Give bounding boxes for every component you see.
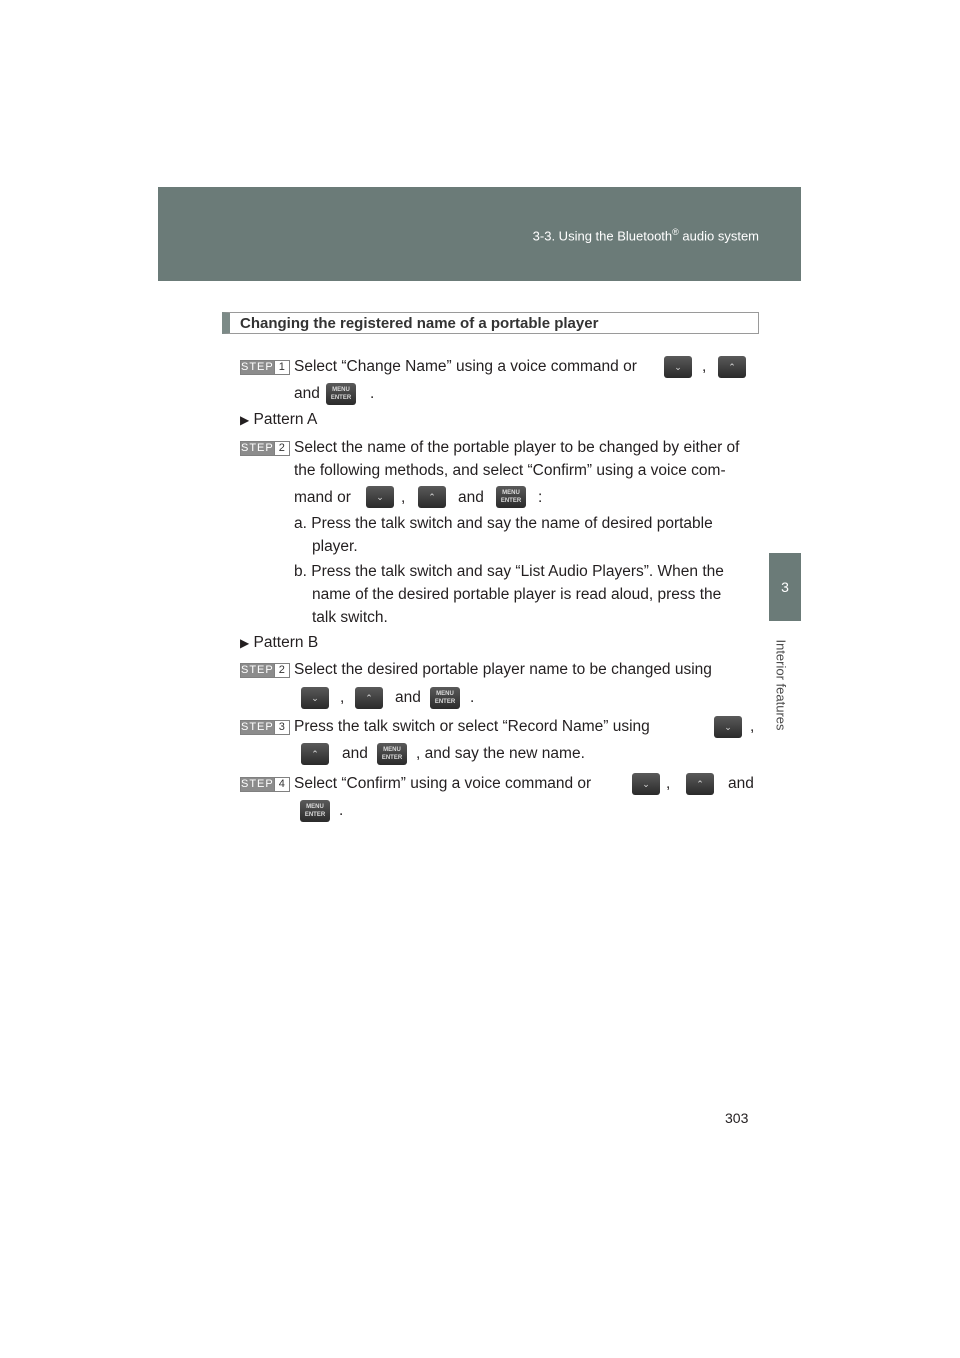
step-badge-4: STEP 4 <box>240 777 290 792</box>
step-badge-2b: STEP 2 <box>240 663 290 678</box>
step-2a-line-3: mand or <box>294 489 351 506</box>
step-badge-1: STEP 1 <box>240 360 290 375</box>
page-number: 303 <box>725 1110 749 1126</box>
menu-enter-icon: MENU ENTER <box>300 800 330 822</box>
chevron-down-icon: ⌄ <box>714 716 742 738</box>
method-a-line-2: player. <box>312 538 358 555</box>
pattern-a-heading: ▶ Pattern A <box>240 411 318 428</box>
chevron-down-icon: ⌄ <box>632 773 660 795</box>
step-2a-line-2: the following methods, and select “Confirm” using a voice com- <box>294 462 726 479</box>
section-heading: Changing the registered name of a portable player <box>222 312 759 334</box>
chapter-number-tab: 3 <box>769 553 801 621</box>
step-4-line-1: Select “Confirm” using a voice command or <box>294 775 592 792</box>
step-2a-line-1: Select the name of the portable player to be changed by either of <box>294 439 740 456</box>
method-b-line-3: talk switch. <box>312 609 388 626</box>
chevron-up-icon: ⌃ <box>418 486 446 508</box>
method-a-line-1: a. Press the talk switch and say the name of desired portable <box>294 515 713 532</box>
step-1-text: Select “Change Name” using a voice command or <box>294 358 637 375</box>
method-b-line-2: name of the desired portable player is read aloud, press the <box>312 586 722 603</box>
chapter-title: 3-3. Using the Bluetooth® audio system <box>532 227 759 244</box>
step-3-line-1: Press the talk switch or select “Record Name” using <box>294 718 650 735</box>
menu-enter-icon: MENU ENTER <box>377 743 407 765</box>
chevron-down-icon: ⌄ <box>366 486 394 508</box>
chevron-down-icon: ⌄ <box>301 687 329 709</box>
chevron-up-icon: ⌃ <box>355 687 383 709</box>
chevron-up-icon: ⌃ <box>718 356 746 378</box>
triangle-right-icon: ▶ <box>240 413 250 427</box>
chevron-up-icon: ⌃ <box>301 743 329 765</box>
method-b-line-1: b. Press the talk switch and say “List Audio Players”. When the <box>294 563 724 580</box>
menu-enter-icon: MENU ENTER <box>430 687 460 709</box>
pattern-b-heading: ▶ Pattern B <box>240 634 319 651</box>
triangle-right-icon: ▶ <box>240 636 250 650</box>
step-1-and: and <box>294 385 320 402</box>
chapter-header <box>158 187 801 281</box>
menu-enter-icon: MENU ENTER <box>496 486 526 508</box>
chapter-side-label: Interior features <box>773 639 789 731</box>
menu-enter-icon: MENU ENTER <box>326 383 356 405</box>
chevron-down-icon: ⌄ <box>664 356 692 378</box>
step-badge-3: STEP 3 <box>240 720 290 735</box>
step-badge-2a: STEP 2 <box>240 441 290 456</box>
step-2b-line-1: Select the desired portable player name to be changed using <box>294 661 712 678</box>
chevron-up-icon: ⌃ <box>686 773 714 795</box>
